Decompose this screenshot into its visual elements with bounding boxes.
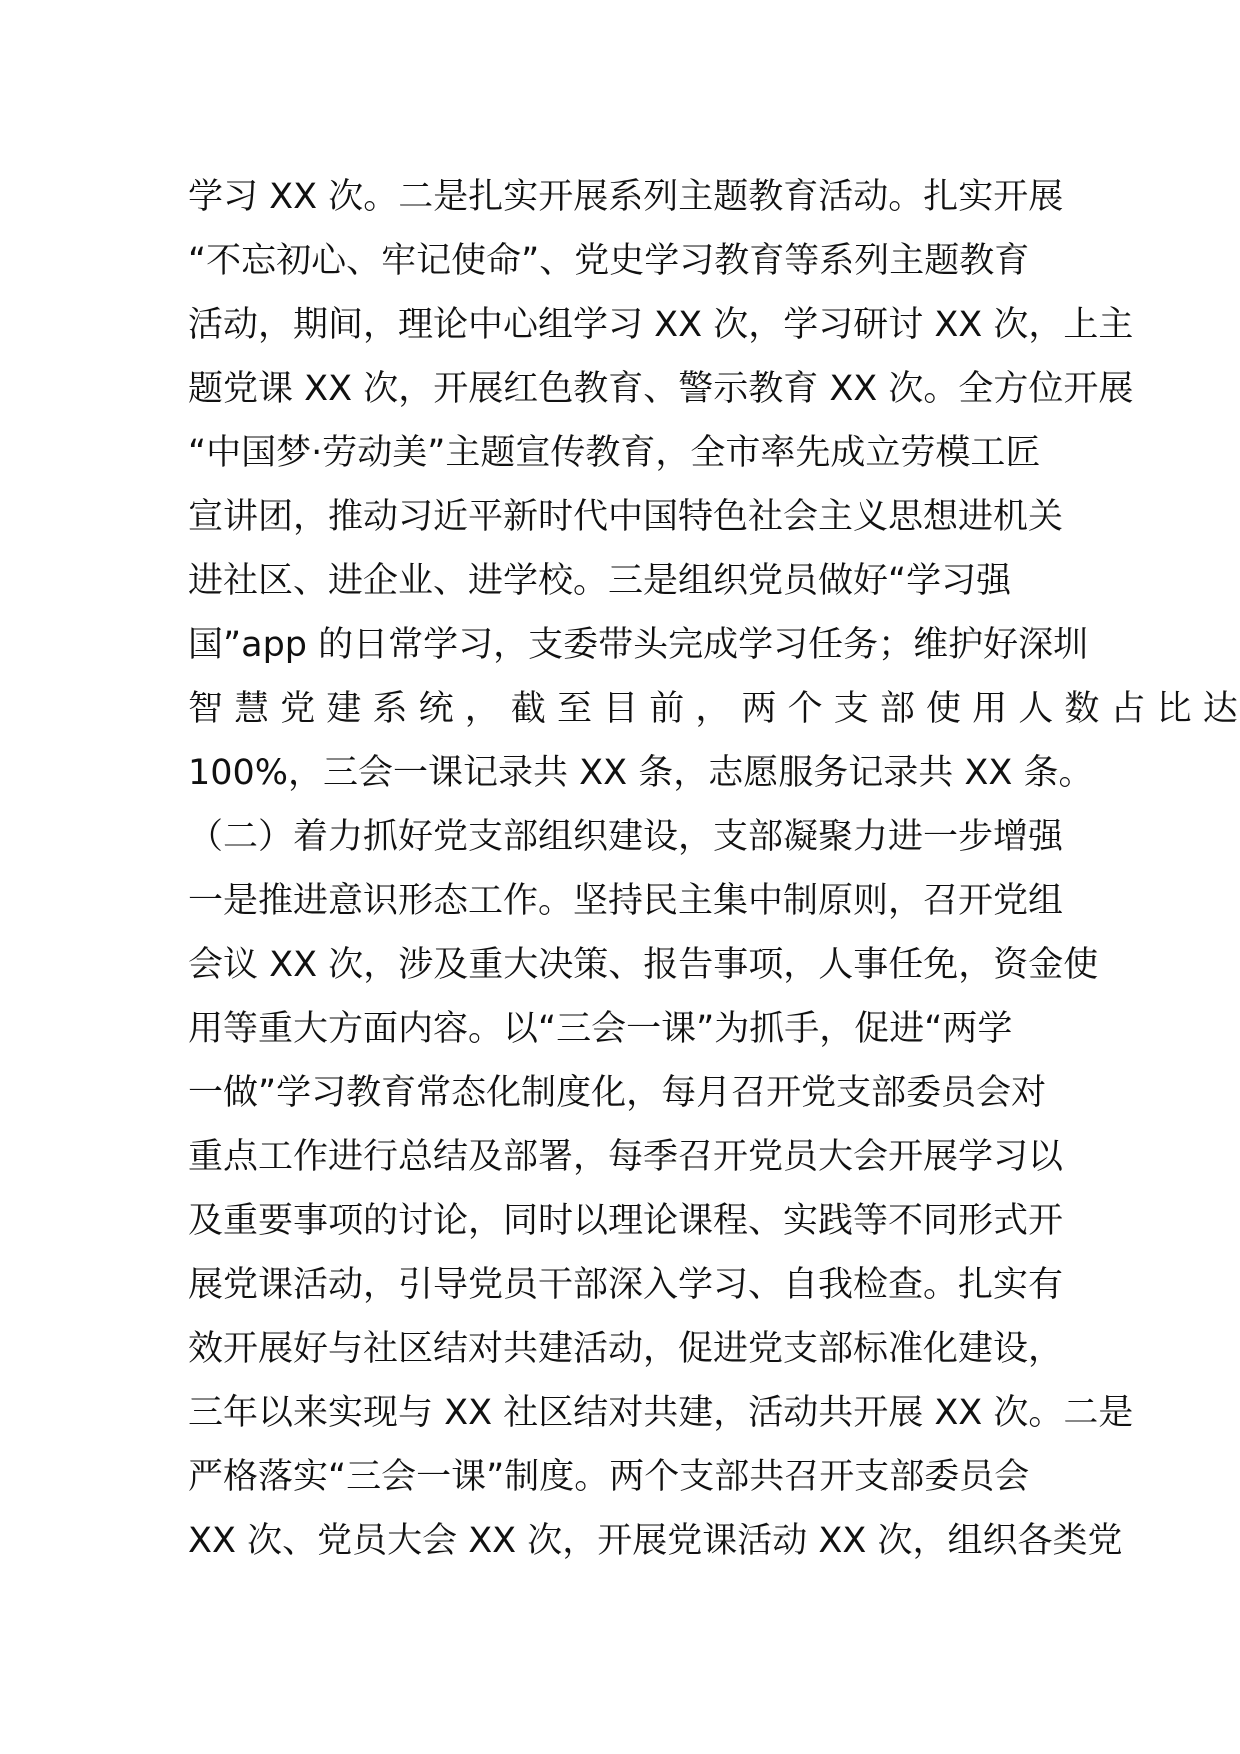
text-line: 重点工作进行总结及部署，每季召开党员大会开展学习以 [188, 1137, 1064, 1177]
text-line: 效开展好与社区结对共建活动，促进党支部标准化建设， [188, 1329, 1064, 1369]
text-line: 题党课 XX 次，开展红色教育、警示教育 XX 次。全方位开展 [188, 369, 1134, 409]
text-line: 100%，三会一课记录共 XX 条，志愿服务记录共 XX 条。 [188, 753, 1094, 793]
text-line: 用等重大方面内容。以“三会一课”为抓手，促进“两学 [188, 1009, 1013, 1049]
text-line: 学习 XX 次。二是扎实开展系列主题教育活动。扎实开展 [188, 177, 1064, 217]
text-line: XX 次、党员大会 XX 次，开展党课活动 XX 次，组织各类党 [188, 1521, 1123, 1561]
text-line: 一是推进意识形态工作。坚持民主集中制原则，召开党组 [188, 881, 1064, 921]
text-line: 国”app 的日常学习，支委带头完成学习任务；维护好深圳 [188, 625, 1089, 665]
text-line: 进社区、进企业、进学校。三是组织党员做好“学习强 [188, 561, 1012, 601]
text-line: 宣讲团，推动习近平新时代中国特色社会主义思想进机关 [188, 497, 1064, 537]
text-line: 一做”学习教育常态化制度化，每月召开党支部委员会对 [188, 1073, 1047, 1113]
text-line: 及重要事项的讨论，同时以理论课程、实践等不同形式开 [188, 1201, 1064, 1241]
text-line: 会议 XX 次，涉及重大决策、报告事项，人事任免，资金使 [188, 945, 1099, 985]
text-line: 三年以来实现与 XX 社区结对共建，活动共开展 XX 次。二是 [188, 1393, 1134, 1433]
text-line: “中国梦·劳动美”主题宣传教育，全市率先成立劳模工匠 [188, 433, 1041, 473]
text-line: “不忘初心、牢记使命”、党史学习教育等系列主题教育 [188, 241, 1030, 281]
text-line: 活动，期间，理论中心组学习 XX 次，学习研讨 XX 次，上主 [188, 305, 1134, 345]
text-line: 严格落实“三会一课”制度。两个支部共召开支部委员会 [188, 1457, 1030, 1497]
text-line: 展党课活动，引导党员干部深入学习、自我检查。扎实有 [188, 1265, 1064, 1305]
body-text [188, 165, 1238, 1573]
section-heading: （二）着力抓好党支部组织建设，支部凝聚力进一步增强 [188, 817, 1064, 857]
text-line: 智 慧 党 建 系 统 ， 截 至 目 前 ， 两 个 支 部 使 用 人 数 占 比 达 [188, 689, 1238, 729]
